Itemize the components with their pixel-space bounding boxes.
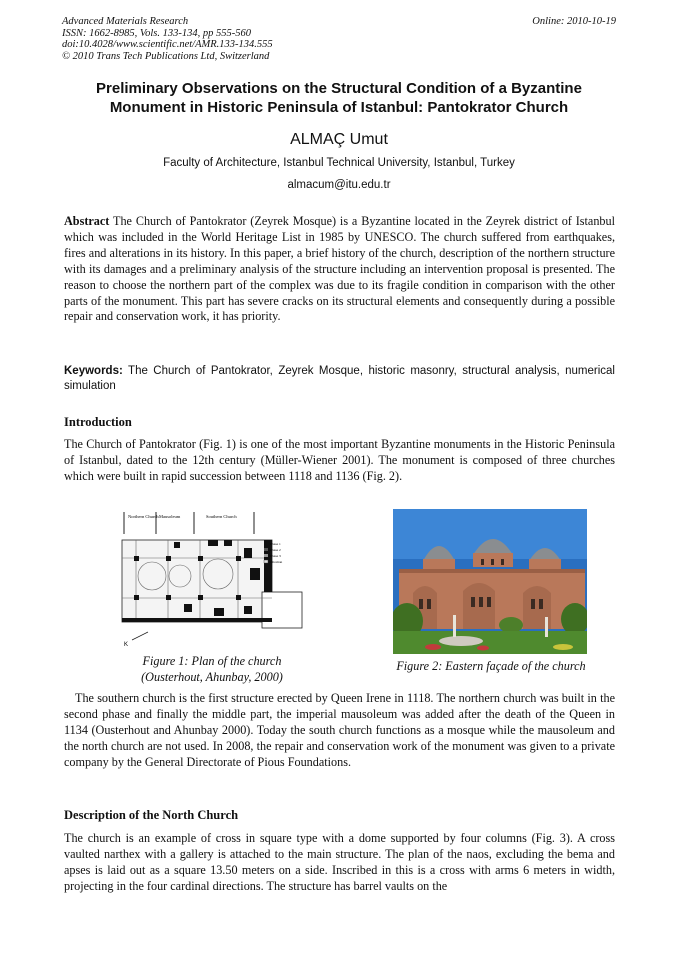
label-mausoleum: Mausoleum (159, 514, 181, 519)
church-facade-photo (393, 509, 587, 654)
svg-text:Ottoman: Ottoman (270, 560, 283, 564)
fountain (439, 636, 483, 646)
introduction-paragraph-2: The southern church is the first structure erected by Queen Irene in 1118. The northern church was built in the second phase and finally the middle part, the imperial mausoleum was added after the death of the Queen in 1134 (Ousterhout and Ahunbay 2000). Today the south church functions as a mosque while the mausoleum and the north church are not used. In 2008, the repair and conservation work of the monument was given to a private company by the General Directorate of Pious Foundations. (64, 691, 615, 769)
keywords (64, 364, 615, 394)
north-church-heading: Description of the North Church (64, 808, 239, 822)
svg-text:Phase 1: Phase 1 (270, 542, 281, 546)
copyright-line: © 2010 Trans Tech Publications Ltd, Switzerland (62, 50, 270, 62)
label-southern: Southern Church (206, 514, 237, 519)
issn-line: ISSN: 1662-8985, Vols. 133-134, pp 555-560 (62, 27, 251, 39)
church-plan-figure (114, 508, 310, 656)
introduction-heading: Introduction (64, 415, 132, 429)
plan-annex (262, 592, 302, 628)
introduction-paragraph-1: The Church of Pantokrator (Fig. 1) is one of the most important Byzantine monuments in the Historic Peninsula of Istanbul, dated to the 12th century (Müller-Wiener 2001). The monument is composed of three churches which were built in rapid succession between 1118 and 1136 (Fig. 2). (64, 437, 615, 483)
svg-text:Phase 3: Phase 3 (270, 554, 281, 558)
keywords-text: The Church of Pantokrator, Zeyrek Mosque, historic masonry, structural analysis, numerical simulation (64, 365, 615, 392)
online-date: Online: 2010-10-19 (532, 16, 616, 27)
svg-text:Phase 2: Phase 2 (270, 548, 281, 552)
north-arrow (132, 632, 148, 640)
label-northern: Northern Church (128, 514, 159, 519)
affiliation: Faculty of Architecture, Istanbul Technical University, Istanbul, Turkey (163, 157, 515, 169)
abstract-text: The Church of Pantokrator (Zeyrek Mosque) is a Byzantine located in the Zeyrek district of Istanbul which was included in the World Heritage List in 1985 by UNESCO. The church suffered from earthquakes, fires and alterations in its history. In this paper, a brief history of the church, description of the northern structure with its damages and a preliminary analysis of the structure including an intervention proposal is presented. The reason to choose the northern part of the complex was due to its fragile condition in comparison with the other parts of the monument. This part has severe cracks on its structural elements and consequently during a possible repair and conservation work, it has priority. (64, 214, 615, 324)
abstract (64, 214, 615, 325)
author-name: ALMAÇ Umut (290, 131, 388, 148)
north-church-paragraph: The church is an example of cross in square type with a dome supported by four columns (Fig. 3). A cross vaulted narthex with a gallery is attached to the main structure. The plan of the naos, excluding the bema and apses is laid out as a square 13.50 meters on a side. Inscribed in this is a cross with arms 6 meters in width, projecting in the four cardinal directions. The structure has barrel vaults on the (64, 831, 615, 893)
author-email[interactable]: almacum@itu.edu.tr (287, 179, 391, 191)
figure-2-caption: Figure 2: Eastern façade of the church (396, 659, 586, 673)
journal-header (62, 16, 273, 62)
figure-1-caption: Figure 1: Plan of the church (Ousterhout, Ahunbay, 2000) (141, 654, 283, 684)
north-arrow-label: K (124, 642, 129, 648)
journal-name: Advanced Materials Research (62, 16, 189, 27)
abstract-label: Abstract (64, 214, 110, 228)
paper-title: Preliminary Observations on the Structural Condition of a Byzantine Monument in Historic Peninsula of Istanbul: Pantokrator Church (96, 80, 582, 116)
photo-grass (393, 631, 587, 654)
keywords-label: Keywords: (64, 365, 123, 377)
doi-line: doi:10.4028/www.scientific.net/AMR.133-134.555 (62, 39, 273, 50)
